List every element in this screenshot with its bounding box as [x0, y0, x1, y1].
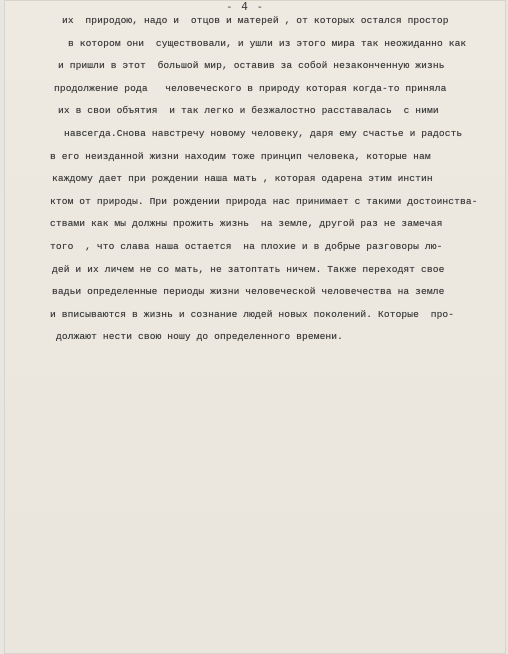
page-number: - 4 -	[226, 0, 265, 13]
typewritten-text	[48, 10, 498, 349]
text-line: вадьи определенные периоды жизни человеческой человечества на земле	[52, 286, 445, 298]
text-line: в котором они существовали, и ушли из этого мира так неожиданно как	[68, 37, 467, 49]
text-line: того , что слава наша остается на плохие и в добрые разговоры лю-	[50, 240, 443, 252]
text-line: продолжение рода человеческого в природу которая когда-то приняла	[54, 82, 447, 94]
text-line: навсегда.Снова навстречу новому человеку, даря ему счастье и радость	[64, 127, 463, 139]
text-line: ствами как мы должны прожить жизнь на земле, другой раз не замечая	[50, 218, 443, 230]
text-line: дей и их личем не со мать, не затоптать ничем. Также переходят свое	[52, 263, 445, 275]
text-line: их в свои объятия и так легко и безжалостно расставалась с ними	[58, 105, 439, 117]
text-line: ктом от природы. При рождении природа нас принимает с такими достоинства-	[50, 195, 478, 207]
text-line: и вписываются в жизнь и сознание людей новых поколений. Которые про-	[50, 308, 455, 320]
text-line: в его неизданной жизни находим тоже принцип человека, которые нам	[50, 150, 431, 162]
text-line: их природою, надо и отцов и матерей , от которых остался простор	[62, 15, 449, 26]
text-line: должают нести свою ношу до определенного времени.	[56, 331, 344, 343]
text-line: и пришли в этот большой мир, оставив за собой незаконченную жизнь	[58, 60, 445, 72]
document-page	[4, 0, 506, 654]
text-line: каждому дает при рождении наша мать , которая одарена этим инстин	[52, 173, 433, 185]
